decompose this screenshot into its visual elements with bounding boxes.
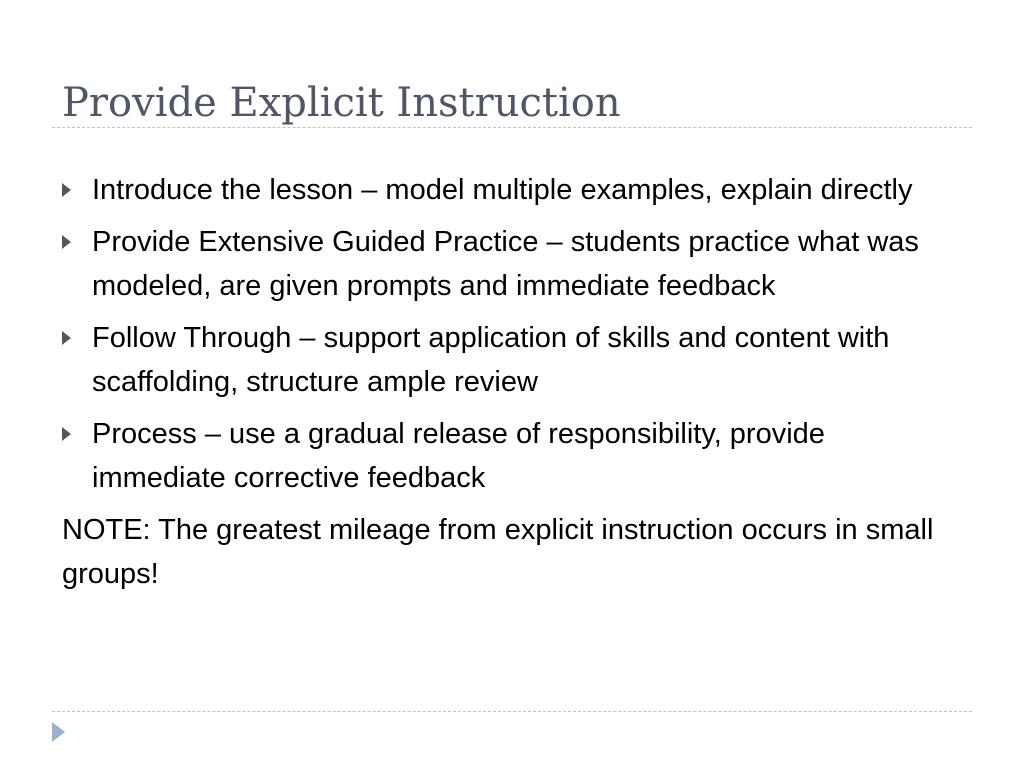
bullet-item [62, 168, 962, 212]
bullet-item [62, 220, 962, 308]
title-divider [52, 127, 972, 128]
bullet-list [62, 168, 962, 500]
slide-body [62, 168, 962, 596]
triangle-right-icon [62, 331, 71, 345]
footer-divider [52, 711, 972, 712]
triangle-right-icon [62, 183, 71, 197]
bullet-text: Introduce the lesson – model multiple examples, explain directly [92, 174, 913, 206]
slide-title: Provide Explicit Instruction [62, 80, 621, 126]
bullet-item [62, 412, 962, 500]
play-arrow-icon[interactable] [52, 722, 65, 742]
bullet-text: Provide Extensive Guided Practice – students practice what was modeled, are given prompts and immediate feedback [92, 226, 919, 302]
triangle-right-icon [62, 427, 71, 441]
bullet-item [62, 316, 962, 404]
triangle-right-icon [62, 235, 71, 249]
bullet-text: Process – use a gradual release of responsibility, provide immediate corrective feedback [92, 418, 825, 494]
note-text: NOTE: The greatest mileage from explicit instruction occurs in small groups! [62, 514, 934, 590]
bullet-text: Follow Through – support application of skills and content with scaffolding, structure ample review [92, 322, 890, 398]
